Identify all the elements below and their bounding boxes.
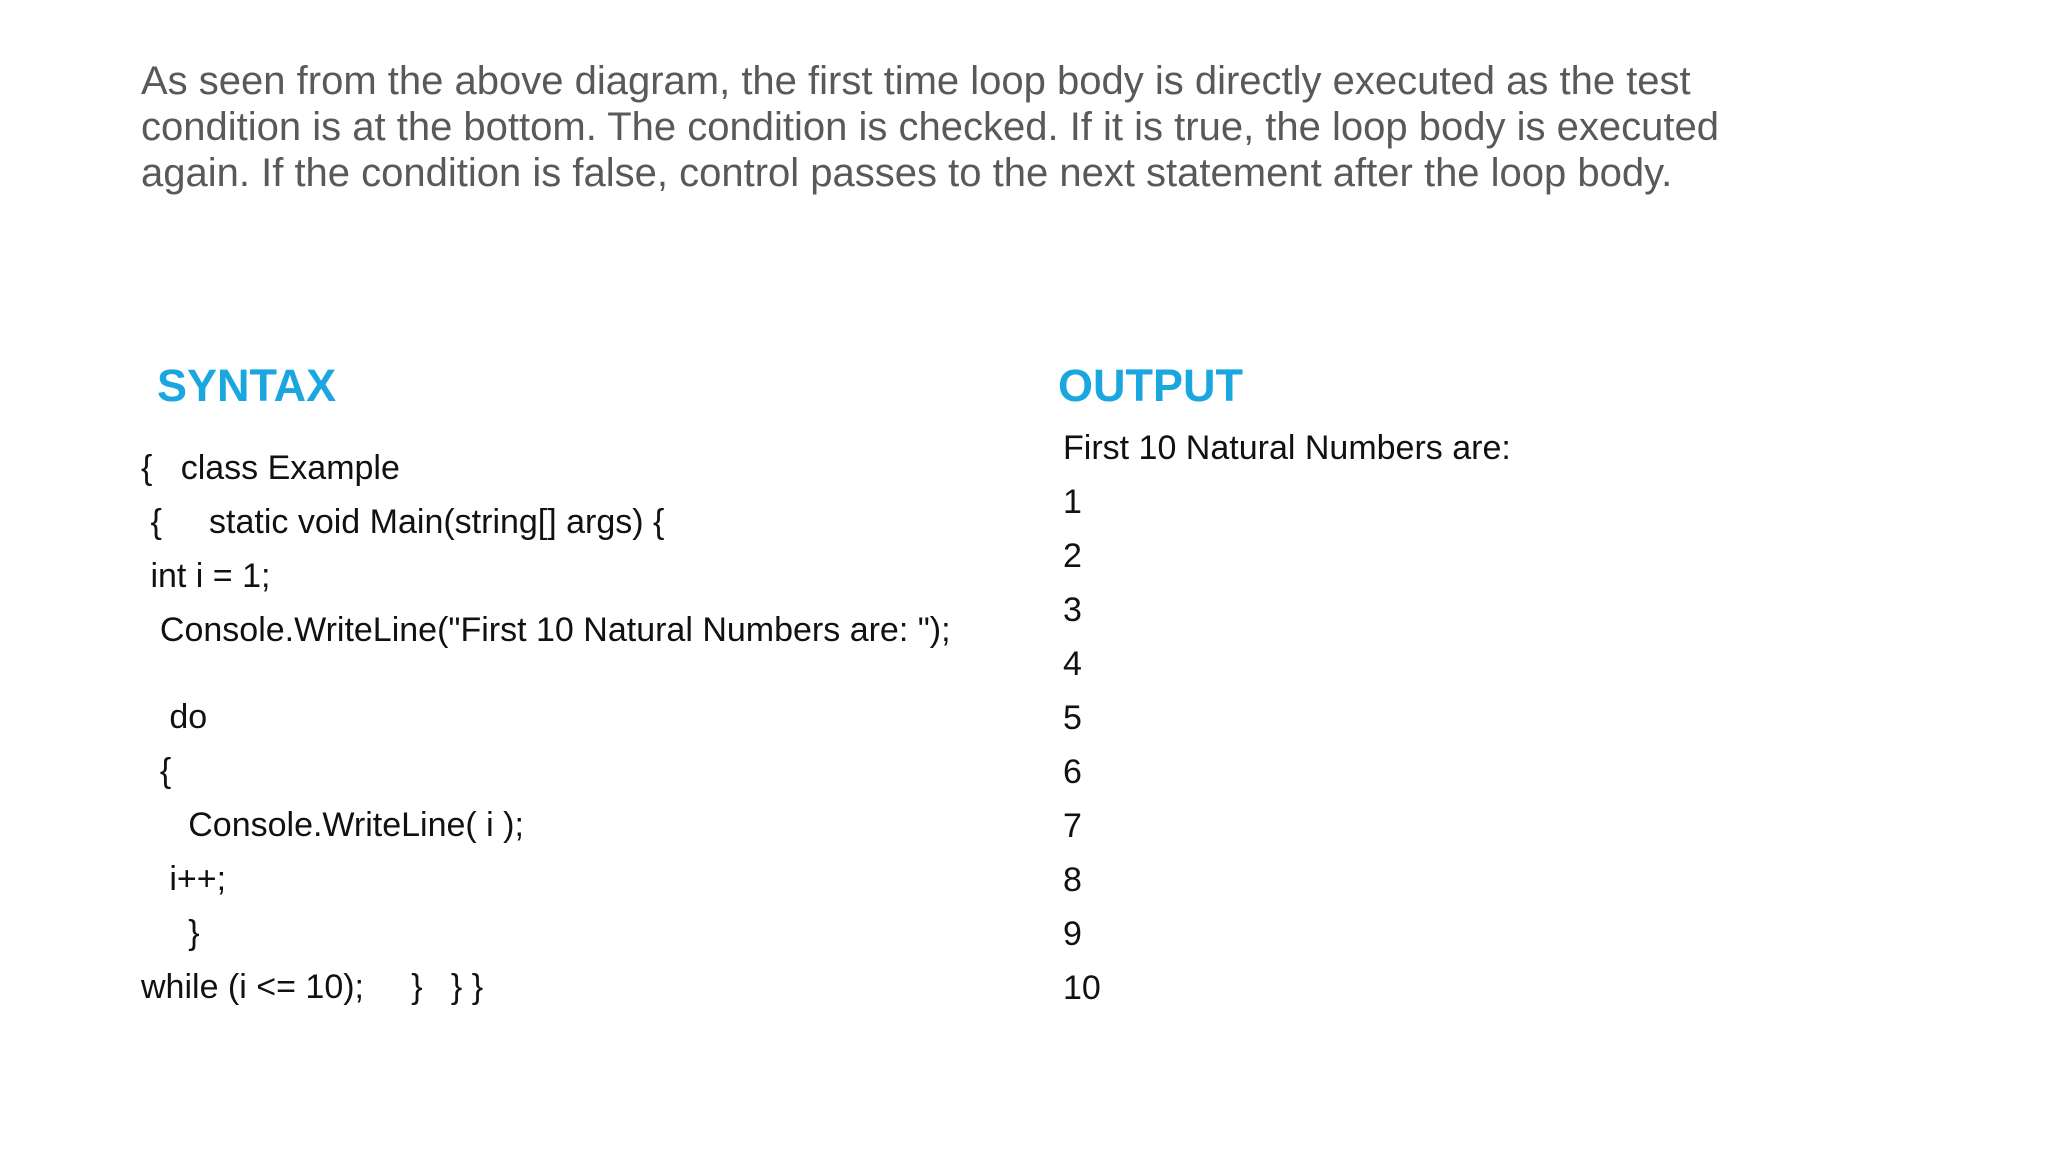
- code-line: i++;: [141, 860, 227, 898]
- output-line: 9: [1063, 915, 1082, 953]
- intro-paragraph: [141, 58, 1921, 196]
- output-line: 8: [1063, 861, 1082, 899]
- syntax-heading: SYNTAX: [157, 360, 337, 411]
- output-line: 4: [1063, 645, 1082, 683]
- code-line: Console.WriteLine("First 10 Natural Numbers are: ");: [141, 611, 951, 649]
- code-line: Console.WriteLine( i );: [141, 806, 524, 844]
- output-line: 1: [1063, 483, 1082, 521]
- intro-line: As seen from the above diagram, the first time loop body is directly executed as the test: [141, 59, 1691, 103]
- code-line: }: [141, 914, 200, 952]
- output-line: 7: [1063, 807, 1082, 845]
- output-block: [1063, 421, 1511, 1015]
- code-line: while (i <= 10); } } }: [141, 968, 484, 1006]
- output-line: 3: [1063, 591, 1082, 629]
- output-line: 6: [1063, 753, 1082, 791]
- output-line: First 10 Natural Numbers are:: [1063, 429, 1511, 467]
- intro-line: again. If the condition is false, control passes to the next statement after the loop body.: [141, 151, 1673, 195]
- output-line: 5: [1063, 699, 1082, 737]
- code-line: do: [141, 698, 208, 736]
- output-heading: OUTPUT: [1058, 360, 1243, 411]
- intro-line: condition is at the bottom. The condition is checked. If it is true, the loop body is executed: [141, 105, 1719, 149]
- output-line: 10: [1063, 969, 1101, 1007]
- code-line: { static void Main(string[] args) {: [141, 503, 665, 541]
- output-line: 2: [1063, 537, 1082, 575]
- code-line: { class Example: [141, 449, 400, 487]
- code-line: {: [141, 752, 172, 790]
- code-line: int i = 1;: [141, 557, 271, 595]
